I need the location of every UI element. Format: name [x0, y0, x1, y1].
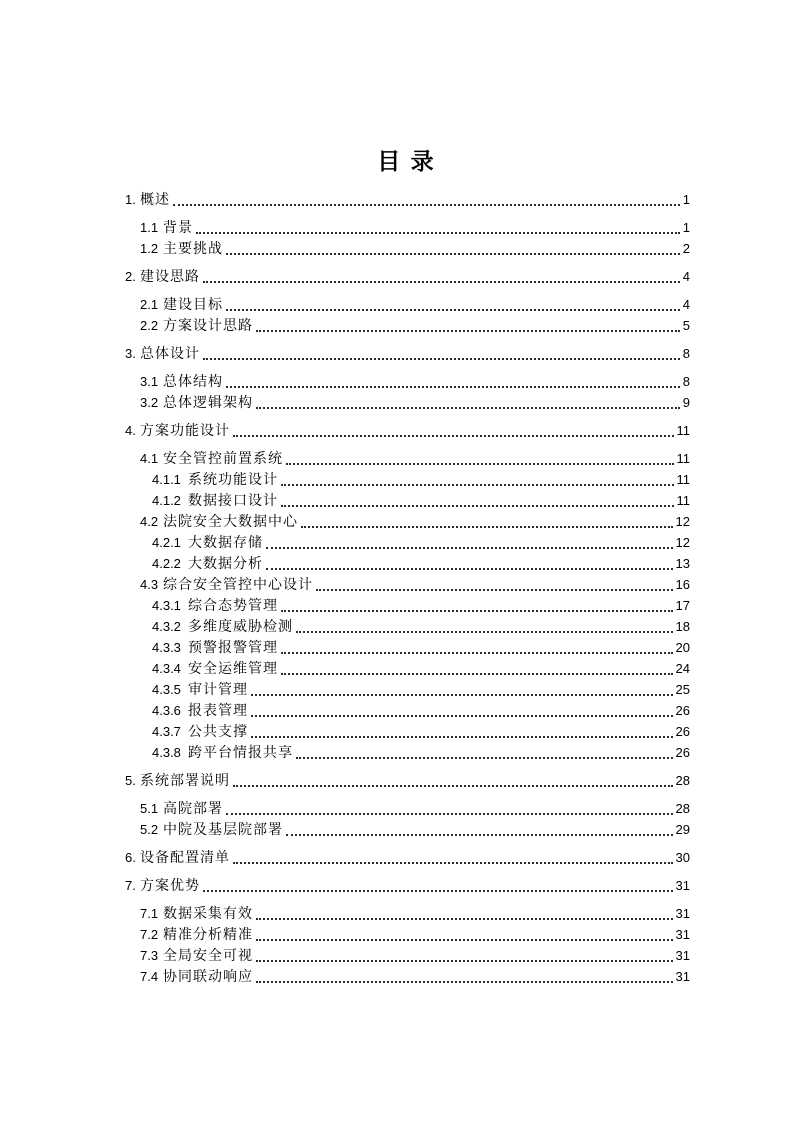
toc-entry[interactable] — [123, 700, 690, 721]
toc-entry-number: 4.1 — [140, 451, 159, 466]
toc-entry-number: 4.3.8 — [152, 745, 181, 760]
toc-entry-label: 报表管理 — [188, 702, 248, 718]
toc-entry-number: 4.3.7 — [152, 724, 181, 739]
toc-entry[interactable] — [123, 595, 690, 616]
toc-entry-label: 中院及基层院部署 — [163, 821, 283, 837]
toc-entry[interactable] — [123, 238, 690, 259]
toc-entry-number: 4.2 — [140, 514, 159, 529]
toc-leader-dots — [226, 386, 680, 388]
toc-leader-dots — [256, 939, 673, 941]
toc-entry-page: 31 — [675, 927, 690, 942]
toc-entry-page: 17 — [675, 598, 690, 613]
toc-leader-dots — [226, 813, 673, 815]
toc-entry-label: 数据采集有效 — [163, 905, 253, 921]
toc-entry-label: 大数据存储 — [188, 534, 263, 550]
toc-entry[interactable] — [123, 798, 690, 819]
toc-leader-dots — [233, 785, 673, 787]
toc-leader-dots — [256, 960, 673, 962]
toc-entry-number: 1. — [125, 192, 136, 207]
toc-entry-page: 13 — [675, 556, 690, 571]
toc-entry-page: 30 — [675, 850, 690, 865]
toc-entry-page: 4 — [682, 269, 690, 284]
toc-entry-number: 4.3 — [140, 577, 159, 592]
toc-entry[interactable] — [123, 721, 690, 742]
toc-entry-number: 4.3.5 — [152, 682, 181, 697]
toc-entry[interactable] — [123, 924, 690, 945]
toc-leader-dots — [286, 834, 673, 836]
toc-title: 目 录 — [377, 148, 436, 174]
toc-entry-page: 11 — [676, 493, 690, 508]
toc-entry[interactable] — [123, 392, 690, 413]
toc-entry-number: 4.2.1 — [152, 535, 181, 550]
toc-entry-page: 26 — [675, 703, 690, 718]
toc-entry-label: 审计管理 — [188, 681, 248, 697]
toc-entry-number: 5. — [125, 773, 136, 788]
toc-leader-dots — [281, 610, 673, 612]
toc-entry-page: 11 — [676, 451, 690, 466]
toc-leader-dots — [196, 232, 680, 234]
toc-entry-number: 4.3.4 — [152, 661, 181, 676]
toc-entry-number: 1.1 — [140, 220, 159, 235]
toc-entry-page: 25 — [675, 682, 690, 697]
toc-entry-label: 数据接口设计 — [188, 492, 278, 508]
toc-entry[interactable] — [123, 847, 690, 868]
toc-leader-dots — [233, 862, 673, 864]
toc-entry-page: 9 — [682, 395, 690, 410]
toc-entry-number: 7.3 — [140, 948, 159, 963]
toc-leader-dots — [251, 694, 673, 696]
toc-leader-dots — [256, 330, 680, 332]
toc-leader-dots — [301, 526, 673, 528]
toc-leader-dots — [203, 358, 680, 360]
toc-entry-page: 8 — [682, 346, 690, 361]
toc-entry-label: 综合安全管控中心设计 — [163, 576, 313, 592]
toc-entry-page: 28 — [675, 773, 690, 788]
toc-leader-dots — [203, 281, 680, 283]
toc-leader-dots — [251, 736, 673, 738]
toc-entry-page: 16 — [675, 577, 690, 592]
toc-leader-dots — [251, 715, 673, 717]
toc-entry-page: 26 — [675, 724, 690, 739]
toc-leader-dots — [226, 309, 680, 311]
toc-leader-dots — [173, 204, 680, 206]
toc-entry-number: 4.1.2 — [152, 493, 181, 508]
toc-entry-page: 31 — [675, 969, 690, 984]
toc-leader-dots — [281, 505, 674, 507]
toc-entry-page: 12 — [675, 535, 690, 550]
toc-entry-label: 跨平台情报共享 — [188, 744, 293, 760]
toc-entry-label: 背景 — [163, 219, 193, 235]
toc-entry[interactable] — [123, 945, 690, 966]
toc-leader-dots — [256, 407, 680, 409]
toc-entry-label: 精准分析精准 — [163, 926, 253, 942]
toc-entry[interactable] — [123, 616, 690, 637]
toc-leader-dots — [281, 484, 674, 486]
toc-entry[interactable] — [123, 511, 690, 532]
toc-entry-page: 12 — [675, 514, 690, 529]
toc-entry[interactable] — [123, 679, 690, 700]
toc-entry-page: 5 — [682, 318, 690, 333]
toc-entry-page: 1 — [682, 220, 690, 235]
toc-entry-label: 总体逻辑架构 — [163, 394, 253, 410]
toc-entry[interactable] — [123, 574, 690, 595]
toc-entry-number: 4.2.2 — [152, 556, 181, 571]
toc-entry-number: 7.1 — [140, 906, 159, 921]
toc-entry-number: 7.4 — [140, 969, 159, 984]
toc-entry-label: 综合态势管理 — [188, 597, 278, 613]
toc-entry-label: 系统部署说明 — [140, 772, 230, 788]
toc-entry[interactable] — [123, 469, 690, 490]
toc-entry-page: 11 — [676, 472, 690, 487]
toc-leader-dots — [203, 890, 673, 892]
toc-entry[interactable] — [123, 217, 690, 238]
toc-entry-label: 总体结构 — [163, 373, 223, 389]
toc-entry-number: 2.2 — [140, 318, 159, 333]
toc-entry-number: 3. — [125, 346, 136, 361]
toc-entry[interactable] — [123, 490, 690, 511]
toc-entry-label: 全局安全可视 — [163, 947, 253, 963]
toc-entry[interactable] — [123, 294, 690, 315]
toc-entry-label: 设备配置清单 — [140, 849, 230, 865]
toc-entry-page: 20 — [675, 640, 690, 655]
toc-entry-number: 4.3.1 — [152, 598, 181, 613]
toc-entry-label: 方案优势 — [140, 877, 200, 893]
toc-entry-label: 建设思路 — [140, 268, 200, 284]
toc-entry[interactable] — [123, 315, 690, 336]
toc-entry[interactable] — [123, 189, 690, 210]
toc-entry-number: 2.1 — [140, 297, 159, 312]
toc-entry[interactable] — [123, 770, 690, 791]
toc-leader-dots — [266, 547, 673, 549]
toc-entry-label: 安全管控前置系统 — [163, 450, 283, 466]
toc-list — [123, 189, 690, 987]
toc-entry[interactable] — [123, 266, 690, 287]
toc-leader-dots — [286, 463, 674, 465]
toc-entry-label: 方案功能设计 — [140, 422, 230, 438]
toc-entry-label: 多维度威胁检测 — [188, 618, 293, 634]
toc-entry-number: 7.2 — [140, 927, 159, 942]
toc-entry-number: 4.3.2 — [152, 619, 181, 634]
toc-entry-page: 24 — [675, 661, 690, 676]
toc-entry-label: 公共支撑 — [188, 723, 248, 739]
toc-entry-label: 总体设计 — [140, 345, 200, 361]
toc-entry-number: 3.2 — [140, 395, 159, 410]
toc-entry[interactable] — [123, 448, 690, 469]
toc-entry-page: 1 — [682, 192, 690, 207]
toc-entry[interactable] — [123, 903, 690, 924]
toc-entry-page: 31 — [675, 948, 690, 963]
toc-entry-page: 29 — [675, 822, 690, 837]
toc-entry-label: 主要挑战 — [163, 240, 223, 256]
toc-entry[interactable] — [123, 742, 690, 763]
toc-entry-number: 7. — [125, 878, 136, 893]
toc-entry-page: 11 — [676, 423, 690, 438]
toc-entry-number: 4. — [125, 423, 136, 438]
toc-entry-page: 4 — [682, 297, 690, 312]
toc-entry-page: 18 — [675, 619, 690, 634]
toc-entry-label: 建设目标 — [163, 296, 223, 312]
toc-entry-label: 法院安全大数据中心 — [163, 513, 298, 529]
toc-entry-page: 8 — [682, 374, 690, 389]
toc-entry[interactable] — [123, 420, 690, 441]
toc-entry-label: 方案设计思路 — [163, 317, 253, 333]
toc-entry[interactable] — [123, 637, 690, 658]
toc-leader-dots — [281, 673, 673, 675]
toc-entry-page: 31 — [675, 906, 690, 921]
toc-entry-label: 预警报警管理 — [188, 639, 278, 655]
toc-leader-dots — [281, 652, 673, 654]
toc-entry[interactable] — [123, 532, 690, 553]
toc-leader-dots — [233, 435, 674, 437]
toc-entry-label: 协同联动响应 — [163, 968, 253, 984]
toc-entry[interactable] — [123, 371, 690, 392]
toc-entry[interactable] — [123, 819, 690, 840]
toc-entry[interactable] — [123, 875, 690, 896]
toc-entry-page: 26 — [675, 745, 690, 760]
toc-entry-number: 4.3.3 — [152, 640, 181, 655]
toc-leader-dots — [266, 568, 673, 570]
toc-leader-dots — [256, 981, 673, 983]
toc-entry-number: 6. — [125, 850, 136, 865]
toc-leader-dots — [316, 589, 673, 591]
toc-entry-page: 2 — [682, 241, 690, 256]
toc-entry[interactable] — [123, 343, 690, 364]
toc-entry[interactable] — [123, 553, 690, 574]
toc-entry-number: 2. — [125, 269, 136, 284]
toc-leader-dots — [296, 631, 673, 633]
toc-leader-dots — [296, 757, 673, 759]
toc-entry-label: 高院部署 — [163, 800, 223, 816]
toc-entry[interactable] — [123, 658, 690, 679]
toc-entry-number: 4.3.6 — [152, 703, 181, 718]
toc-entry-number: 1.2 — [140, 241, 159, 256]
toc-entry-label: 安全运维管理 — [188, 660, 278, 676]
toc-leader-dots — [256, 918, 673, 920]
toc-entry-number: 5.2 — [140, 822, 159, 837]
toc-entry-page: 31 — [675, 878, 690, 893]
toc-entry[interactable] — [123, 966, 690, 987]
toc-entry-label: 概述 — [140, 191, 170, 207]
toc-entry-label: 系统功能设计 — [188, 471, 278, 487]
toc-entry-number: 4.1.1 — [152, 472, 181, 487]
toc-entry-number: 5.1 — [140, 801, 159, 816]
toc-entry-page: 28 — [675, 801, 690, 816]
toc-entry-label: 大数据分析 — [188, 555, 263, 571]
toc-leader-dots — [226, 253, 680, 255]
toc-entry-number: 3.1 — [140, 374, 159, 389]
